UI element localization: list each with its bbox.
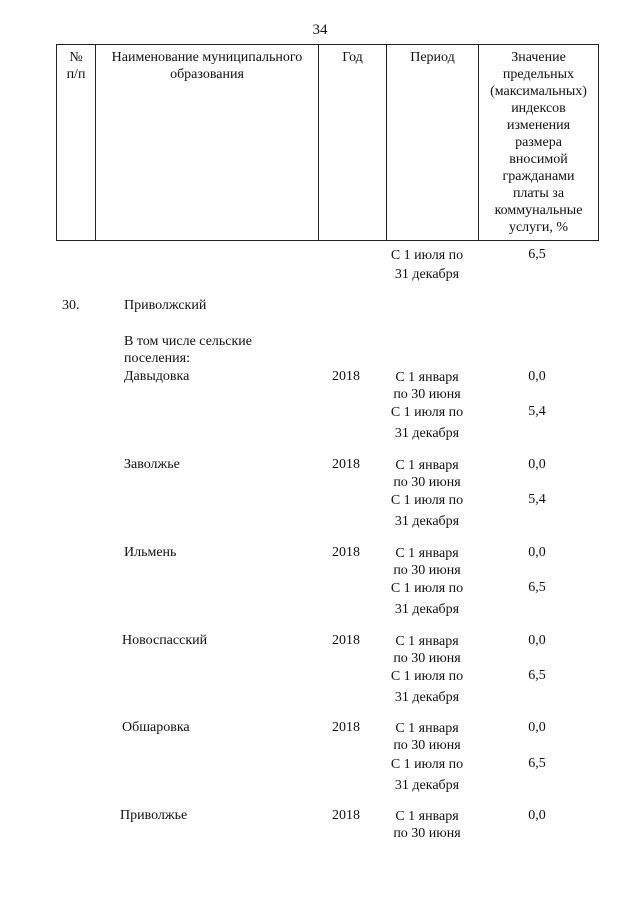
settlement-value-2: 6,5 (528, 756, 546, 771)
settlement-value-1: 0,0 (528, 808, 546, 823)
settlement-period-1 (377, 544, 477, 579)
header-col-year (318, 44, 386, 241)
carryover-value: 6,5 (528, 247, 546, 262)
settlement-value-2: 6,5 (528, 668, 546, 683)
header-col-period (386, 44, 478, 241)
settlement-year: 2018 (332, 369, 360, 384)
settlement-value-2: 5,4 (528, 492, 546, 507)
table-header (56, 44, 599, 243)
period-line: 31 декабря (394, 690, 460, 705)
section-name: Приволжский (124, 298, 207, 313)
header-col-number-label: № п/п (66, 50, 86, 82)
settlement-value-1: 0,0 (528, 369, 546, 384)
header-col-period-label: Период (410, 50, 455, 65)
period-line: по 30 июня (393, 475, 461, 490)
settlement-period-2 (377, 579, 477, 622)
period-line: по 30 июня (393, 826, 461, 841)
settlement-year: 2018 (332, 808, 360, 823)
settlement-name: Заволжье (124, 457, 180, 472)
section-number: 30. (62, 298, 80, 313)
header-col-number (56, 44, 95, 241)
period-line: 31 декабря (394, 426, 460, 441)
settlement-name: Обшаровка (122, 720, 190, 735)
settlement-period-2 (377, 667, 477, 710)
settlement-period-1 (377, 456, 477, 491)
period-line: С 1 января (395, 634, 459, 649)
settlement-year: 2018 (332, 545, 360, 560)
period-line: С 1 января (395, 458, 459, 473)
settlement-value-2: 5,4 (528, 404, 546, 419)
settlement-year: 2018 (332, 633, 360, 648)
carryover-period (377, 246, 477, 284)
period-line: С 1 июля по (390, 405, 464, 420)
settlement-value-1: 0,0 (528, 633, 546, 648)
period-line: по 30 июня (393, 563, 461, 578)
period-line: С 1 июля по (390, 493, 464, 508)
settlement-period-1 (377, 807, 477, 842)
section-subheading: В том числе сельские поселения: (124, 334, 253, 366)
period-line: по 30 июня (393, 387, 461, 402)
period-line: С 1 июля по (390, 757, 464, 772)
settlement-name: Приволжье (120, 808, 188, 823)
period-line: С 1 января (395, 809, 459, 824)
period-line: С 1 июля по (390, 581, 464, 596)
period-line: по 30 июня (393, 738, 461, 753)
settlement-value-1: 0,0 (528, 545, 546, 560)
period-line: С 1 января (395, 546, 459, 561)
period-line: С 1 июля по (390, 669, 464, 684)
settlement-name: Новоспасский (122, 633, 208, 648)
header-col-value-label: Значение предельных (максимальных) индексов изменения размера вносимой гражданами платы за коммунальные услуги, % (490, 50, 587, 235)
settlement-value-2: 6,5 (528, 580, 546, 595)
carryover-period-line1: С 1 июля по (390, 248, 464, 263)
period-line: по 30 июня (393, 651, 461, 666)
period-line: С 1 января (395, 721, 459, 736)
settlement-period-2 (377, 403, 477, 446)
page-number: 34 (312, 22, 328, 38)
settlement-year: 2018 (332, 720, 360, 735)
period-line: 31 декабря (394, 778, 460, 793)
period-line: 31 декабря (394, 514, 460, 529)
settlement-period-1 (377, 368, 477, 403)
header-col-value (478, 44, 599, 241)
settlement-period-2 (377, 491, 477, 534)
settlement-name: Давыдовка (124, 369, 190, 384)
period-line: 31 декабря (394, 602, 460, 617)
period-line: С 1 января (395, 370, 459, 385)
settlement-name: Ильмень (124, 545, 177, 560)
header-col-name (95, 44, 318, 241)
settlement-period-2 (377, 755, 477, 798)
settlement-year: 2018 (332, 457, 360, 472)
settlement-period-1 (377, 719, 477, 754)
settlement-value-1: 0,0 (528, 457, 546, 472)
carryover-period-line2: 31 декабря (394, 267, 460, 282)
header-col-year-label: Год (342, 50, 363, 65)
header-col-name-label: Наименование муниципального образования (111, 50, 303, 82)
settlement-period-1 (377, 632, 477, 667)
settlement-value-1: 0,0 (528, 720, 546, 735)
